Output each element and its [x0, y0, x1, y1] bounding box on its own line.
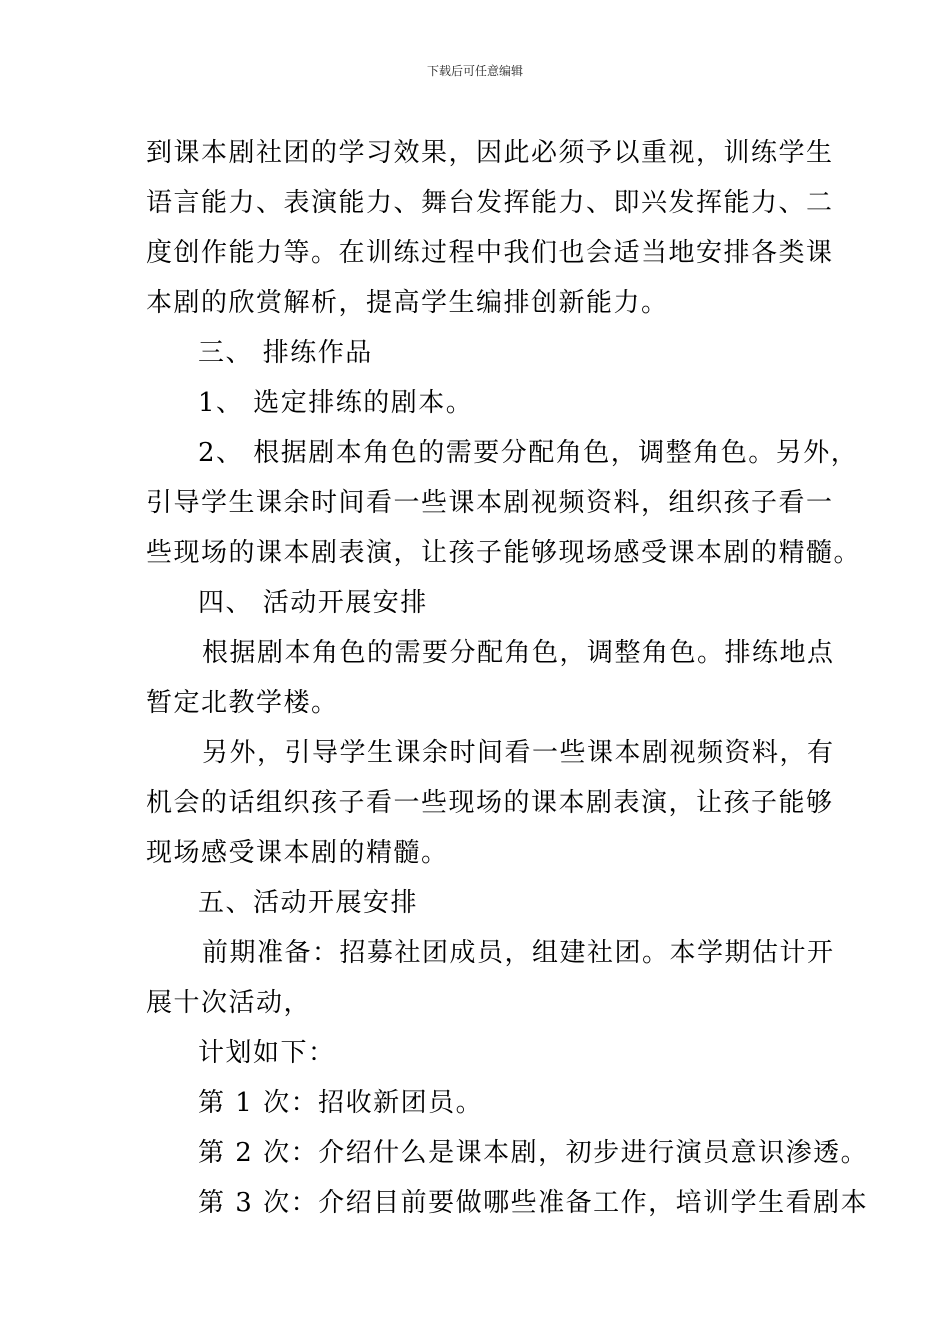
document-body — [146, 128, 869, 1228]
text-line: 到课本剧社团的学习效果，因此必须予以重视，训练学生 — [146, 138, 834, 168]
text-line: 本剧的欣赏解析，提高学生编排创新能力。 — [146, 288, 669, 318]
text-line: 引导学生课余时间看一些课本剧视频资料，组织孩子看一 — [146, 488, 834, 518]
plan-intro: 计划如下： — [198, 1038, 336, 1068]
text-line: 展十次活动， — [146, 988, 312, 1018]
text-line: 现场感受课本剧的精髓。 — [146, 838, 449, 868]
text-line: 些现场的课本剧表演，让孩子能够现场感受课本剧的精髓。 — [146, 538, 862, 568]
text-line: 语言能力、表演能力、舞台发挥能力、即兴发挥能力、二 — [146, 188, 834, 218]
plan-item: 第 1 次：招收新团员。 — [198, 1088, 484, 1118]
paragraph-start: 根据剧本角色的需要分配角色，调整角色。排练地点 — [202, 638, 835, 668]
page-header: 下载后可任意编辑 — [426, 64, 523, 78]
paragraph-start: 前期准备：招募社团成员，组建社团。本学期估计开 — [202, 938, 835, 968]
section-heading: 三、 排练作品 — [198, 338, 373, 368]
text-line: 度创作能力等。在训练过程中我们也会适当地安排各类课 — [146, 238, 834, 268]
paragraph-start: 另外，引导学生课余时间看一些课本剧视频资料，有 — [202, 738, 835, 768]
list-item: 2、 根据剧本角色的需要分配角色，调整角色。另外， — [198, 438, 859, 468]
list-item: 1、 选定排练的剧本。 — [198, 388, 474, 418]
text-line: 机会的话组织孩子看一些现场的课本剧表演，让孩子能够 — [146, 788, 834, 818]
plan-item: 第 2 次：介绍什么是课本剧，初步进行演员意识渗透。 — [198, 1138, 869, 1168]
section-heading: 五、活动开展安排 — [198, 888, 419, 918]
section-heading: 四、 活动开展安排 — [198, 588, 428, 618]
plan-item: 第 3 次：介绍目前要做哪些准备工作，培训学生看剧本 — [198, 1188, 869, 1218]
text-line: 暂定北教学楼。 — [146, 688, 339, 718]
